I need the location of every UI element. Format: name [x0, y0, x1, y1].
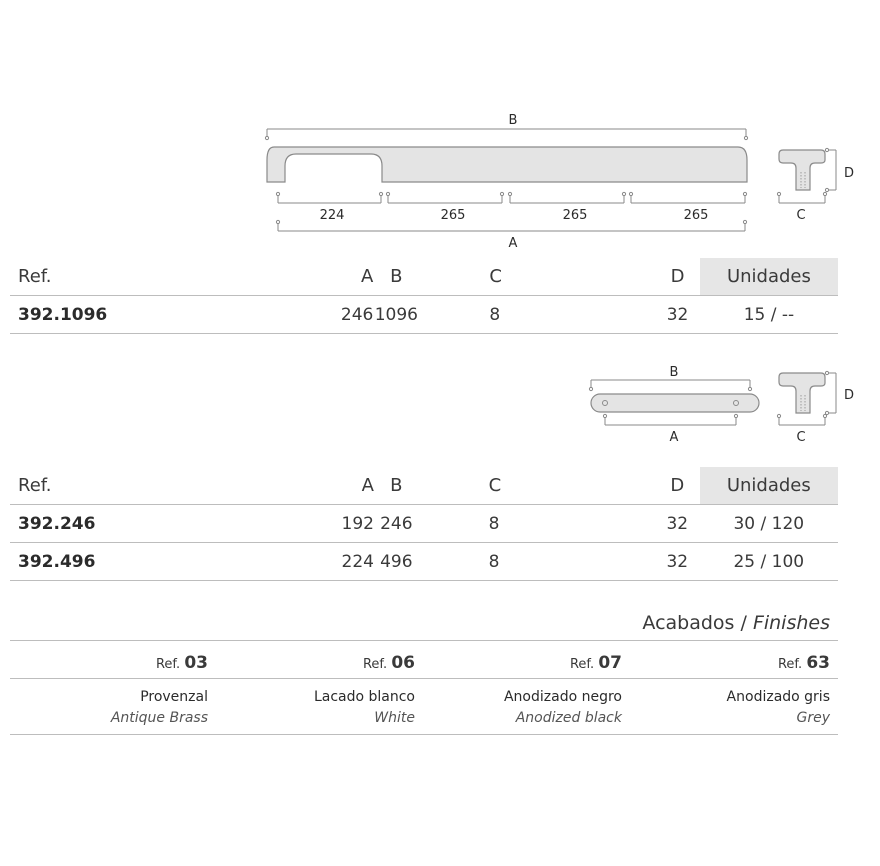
finish-ref-code: 06: [391, 653, 415, 673]
cell-c: 8: [419, 543, 655, 581]
dimension-b-line-2: [589, 380, 751, 391]
header-ref: Ref.: [10, 258, 138, 296]
cell-b: 1096: [373, 296, 419, 334]
dimension-a-line-2: [603, 414, 737, 425]
header-b: B: [373, 258, 419, 296]
finish-name-en: Grey: [796, 710, 830, 726]
table-row: [10, 296, 838, 334]
finish-name-en: White: [374, 710, 415, 726]
dimension-c-label: C: [796, 208, 806, 223]
finishes-title-en: Finishes: [752, 612, 830, 634]
finish-ref-code: 07: [598, 653, 622, 673]
header-units: Unidades: [700, 258, 838, 296]
finish-name-es: Lacado blanco: [313, 689, 415, 705]
segment-label-2: 265: [440, 208, 466, 223]
header-d: D: [655, 258, 700, 296]
spec-table-2: [10, 467, 838, 581]
dimension-c-label-2: C: [796, 430, 806, 445]
finish-name-es: Provenzal: [140, 689, 208, 705]
finish-ref-prefix: Ref.: [155, 657, 181, 672]
table-header-row: [10, 467, 838, 505]
cell-units: 30 / 120: [700, 505, 838, 543]
finish-ref-prefix: Ref.: [362, 657, 388, 672]
dimension-d-label-2: D: [843, 388, 855, 403]
cell-d: 32: [655, 505, 700, 543]
segment-label-1: 224: [319, 208, 345, 223]
technical-drawing-2: [0, 360, 880, 450]
finishes-title-es: Acabados /: [642, 612, 747, 634]
finish-name-03: [111, 689, 208, 726]
finish-name-es: Anodizado gris: [726, 689, 830, 705]
finish-ref-prefix: Ref.: [569, 657, 595, 672]
table-row: [10, 543, 838, 581]
finish-ref-code: 03: [184, 653, 208, 673]
segment-label-4: 265: [683, 208, 709, 223]
finish-name-63: [727, 689, 830, 726]
finish-ref-03: [156, 653, 208, 673]
cell-d: 32: [655, 296, 700, 334]
cell-units: 15 / --: [700, 296, 838, 334]
header-c: C: [419, 258, 655, 296]
finish-name-06: [314, 689, 415, 726]
finishes-mid-rule: [10, 678, 838, 679]
finish-ref-63: [778, 653, 830, 673]
header-b: B: [374, 467, 419, 505]
header-units: Unidades: [700, 467, 838, 505]
header-ref: Ref.: [10, 467, 138, 505]
finish-name-es: Anodizado negro: [503, 689, 622, 705]
finish-ref-06: [363, 653, 415, 673]
spec-table-1: [10, 258, 838, 334]
finish-ref-07: [570, 653, 622, 673]
cell-b: 246: [374, 505, 419, 543]
cell-a: 192: [138, 505, 374, 543]
header-c: C: [419, 467, 655, 505]
cell-a: 246: [138, 296, 374, 334]
segment-label-3: 265: [562, 208, 588, 223]
cell-c: 8: [419, 296, 655, 334]
cell-ref: 392.496: [10, 543, 138, 581]
table-header-row: [10, 258, 838, 296]
header-a: A: [138, 467, 374, 505]
cell-units: 25 / 100: [700, 543, 838, 581]
finish-ref-prefix: Ref.: [777, 657, 803, 672]
dimension-b-line: [265, 129, 747, 140]
finish-ref-code: 63: [806, 653, 830, 673]
dimension-a-label: A: [508, 236, 518, 251]
cell-b: 496: [374, 543, 419, 581]
dimension-b-label: B: [508, 113, 518, 128]
cell-d: 32: [655, 543, 700, 581]
finishes-bottom-rule: [10, 734, 838, 735]
header-a: A: [138, 258, 374, 296]
dimension-a-label-2: A: [669, 430, 679, 445]
handle-section-view: [779, 150, 825, 190]
cell-a: 224: [138, 543, 374, 581]
finish-name-en: Anodized black: [515, 710, 622, 726]
cell-ref: 392.1096: [10, 296, 138, 334]
cell-c: 8: [419, 505, 655, 543]
finish-name-07: [504, 689, 622, 726]
handle-section-view-2: [779, 373, 825, 413]
handle-profile-long: [267, 147, 747, 182]
finishes-top-rule: [10, 640, 838, 641]
dimension-a-line: [276, 220, 746, 231]
table-row: [10, 505, 838, 543]
dimension-segments-line: [276, 192, 746, 203]
technical-drawing-1: [0, 100, 880, 260]
cell-ref: 392.246: [10, 505, 138, 543]
finishes-title: [642, 612, 830, 634]
finish-name-en: Antique Brass: [110, 710, 208, 726]
header-d: D: [655, 467, 700, 505]
dimension-b-label-2: B: [669, 365, 679, 380]
dimension-d-label: D: [843, 166, 855, 181]
